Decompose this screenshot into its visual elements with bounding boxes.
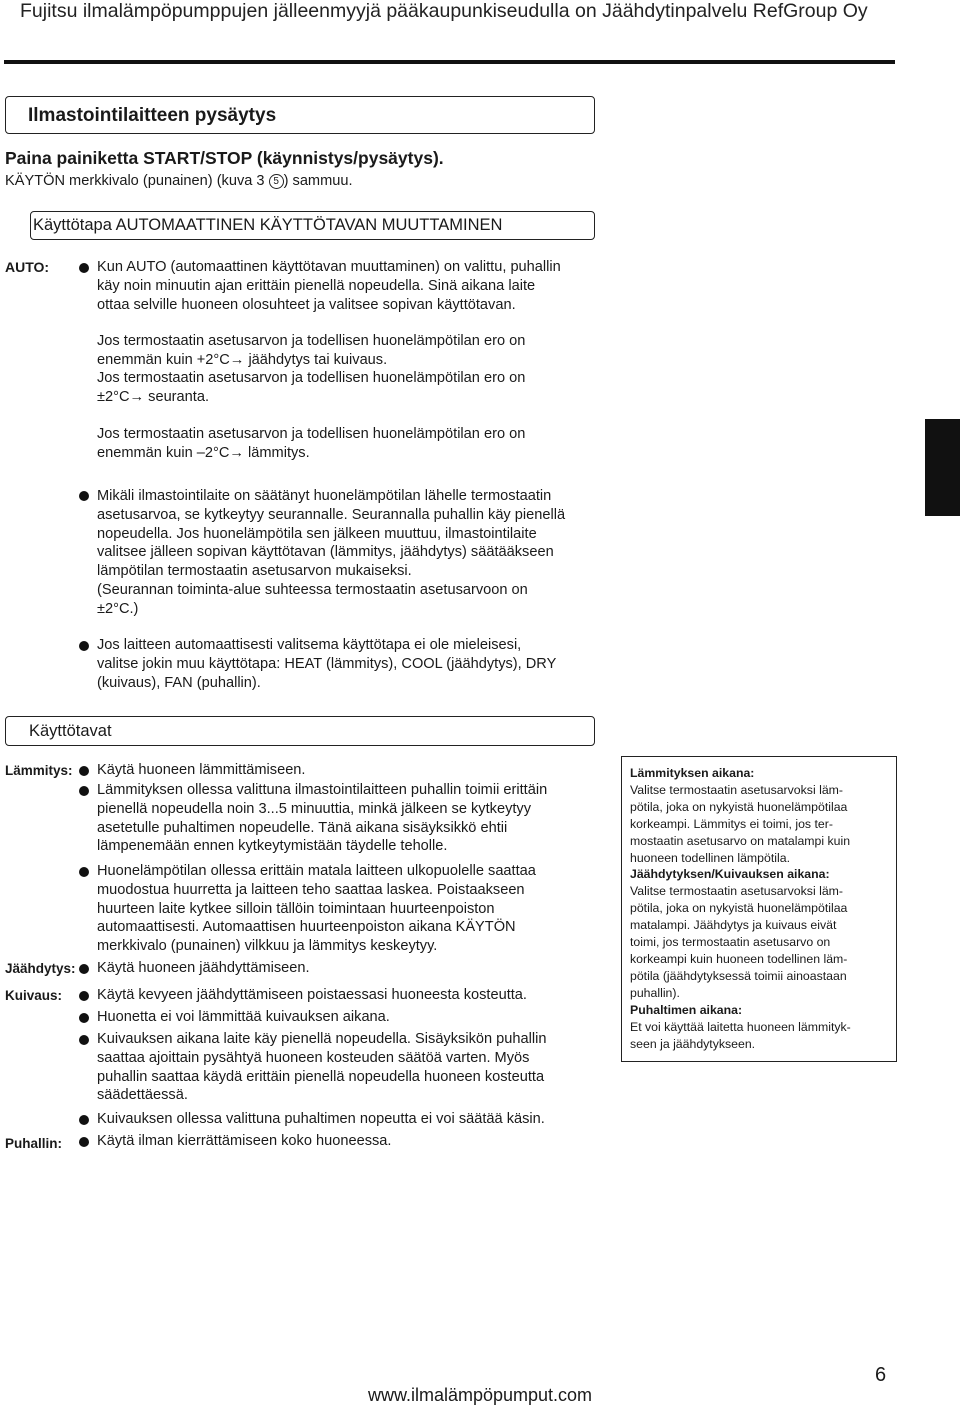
- stop-note: [5, 172, 353, 191]
- side-note-heading-cooling: Jäähdytyksen/Kuivauksen aikana:: [630, 867, 830, 882]
- modes-section-box: [5, 716, 595, 746]
- line: korkeampi kuin huoneen todellinen läm-: [630, 951, 848, 966]
- stop-instruction: Paina painiketta START/STOP (käynnistys/pysäytys).: [5, 148, 444, 168]
- bullet-icon: [79, 786, 89, 796]
- line: säädettäessä.: [97, 1087, 188, 1104]
- stop-section-box: [5, 96, 595, 134]
- line: pötila, joka on nykyistä huonelämpötilaa: [630, 901, 848, 916]
- line: Kun AUTO (automaattinen käyttötavan muuttaminen) on valittu, puhallin: [97, 259, 561, 275]
- bullet-icon: [79, 263, 89, 273]
- line: puhallin saattaa käydä erittäin pienellä nopeudella huoneen kosteutta: [97, 1068, 545, 1085]
- line: pötila, joka on nykyistä huonelämpötilaa: [630, 799, 848, 814]
- heating-bullet-3: [97, 862, 595, 956]
- stop-section-title: Ilmastointilaitteen pysäytys: [28, 105, 277, 126]
- line: Valitse termostaatin asetusarvoksi läm-: [630, 782, 843, 797]
- dry-bullet-1: Käytä kevyeen jäähdyttämiseen poistaessasi huoneesta kosteutta.: [97, 987, 527, 1003]
- stop-note-text-2: ) sammuu.: [283, 173, 353, 189]
- line: toimi, jos termostaatin asetusarvo on: [630, 935, 831, 950]
- auto-label: AUTO:: [5, 259, 50, 275]
- line: valitsee jälleen sopivan käyttötavan (lämmitys, jäähdytys) säätääkseen: [97, 544, 554, 561]
- bullet-icon: [79, 1013, 89, 1023]
- line: Jos laitteen automaattisesti valitsema käyttötapa ei ole mieleisesi,: [97, 637, 522, 653]
- line: valitse jokin muu käyttötapa: HEAT (lämmitys), COOL (jäähdytys), DRY: [97, 655, 557, 672]
- dry-bullet-2: Huonetta ei voi lämmittää kuivauksen aikana.: [97, 1009, 390, 1025]
- side-note-box: [621, 756, 897, 1062]
- modes-section-title: Käyttötavat: [29, 722, 112, 740]
- line: saattaa ajoittain pysähtyä huoneen kosteuden säätöä varten. Myös: [97, 1049, 530, 1066]
- bullet-icon: [79, 1035, 89, 1045]
- line: Et voi käyttää laitetta huoneen lämmityk-: [630, 1019, 851, 1034]
- line: Valitse termostaatin asetusarvoksi läm-: [630, 884, 843, 899]
- auto-bullet-2: [97, 487, 595, 619]
- figure-callout-circle: 5: [269, 174, 284, 189]
- stop-note-text-1: KÄYTÖN merkkivalo (punainen) (kuva 3: [5, 173, 269, 189]
- line: käy noin minuutin ajan erittäin pienellä nopeudella. Sinä aikana laite: [97, 277, 536, 294]
- section-tab-marker: [925, 419, 960, 516]
- line: ±2°C→ seuranta.: [97, 388, 209, 405]
- auto-para-1: [97, 332, 595, 370]
- line: Lämmityksen ollessa valittuna ilmastointilaitteen puhallin toimii erittäin: [97, 782, 548, 798]
- line: puhallin).: [630, 985, 680, 1000]
- auto-para-2: [97, 369, 595, 407]
- footer-url: www.ilmalämpöpumput.com: [367, 1385, 593, 1405]
- cooling-label: Jäähdytys:: [5, 961, 76, 976]
- line: ottaa selville huoneen olosuhteet ja valitsee sopivan käyttötavan.: [97, 296, 516, 313]
- line: lämpötilan termostaatin asetusarvon mukaiseksi.: [97, 563, 412, 580]
- line: asetetulle puhaltimen nopeudelle. Tänä aikana sisäyksikkö ehtii: [97, 819, 508, 836]
- auto-bullet-3: [97, 636, 595, 692]
- dry-bullet-4: Kuivauksen ollessa valittuna puhaltimen nopeutta ei voi säätää käsin.: [97, 1111, 545, 1127]
- bullet-icon: [79, 1137, 89, 1147]
- line: ±2°C.): [97, 600, 139, 617]
- line: nopeudella. Jos huonelämpötila sen jälkeen muuttuu, ilmastointilaite: [97, 525, 537, 542]
- line: Huonelämpötilan ollessa erittäin matala laitteen ulkopuolelle saattaa: [97, 863, 536, 879]
- header-rule: [4, 60, 895, 64]
- auto-section-title: Käyttötapa AUTOMAATTINEN KÄYTTÖTAVAN MUUTTAMINEN: [33, 216, 503, 234]
- line: Jos termostaatin asetusarvon ja todellisen huonelämpötilan ero on: [97, 333, 526, 349]
- bullet-icon: [79, 991, 89, 1001]
- side-note-heading-fan: Puhaltimen aikana:: [630, 1002, 743, 1017]
- auto-bullet-1: [97, 258, 595, 314]
- line: seen ja jäähdytykseen.: [630, 1036, 756, 1051]
- line: huurteen laite kytkee silloin tällöin toimintaan huurteenpoiston: [97, 900, 495, 917]
- line: Jos termostaatin asetusarvon ja todellisen huonelämpötilan ero on: [97, 426, 526, 442]
- bullet-icon: [79, 641, 89, 651]
- auto-section-box: [30, 211, 595, 240]
- fan-label: Puhallin:: [5, 1136, 62, 1151]
- fan-bullet-1: Käytä ilman kierrättämiseen koko huoneessa.: [97, 1133, 392, 1149]
- dry-label: Kuivaus:: [5, 988, 63, 1003]
- side-note-text-cooling: [630, 883, 888, 1001]
- line: muodostua huurretta ja laitteen teho saattaa laskea. Poistaakseen: [97, 881, 525, 898]
- side-note-text-fan: [630, 1019, 888, 1053]
- line: matalampi. Jäähdytys ja kuivaus eivät: [630, 918, 837, 933]
- line: huoneen todellinen lämpötila.: [630, 850, 790, 865]
- heating-bullet-2: [97, 781, 595, 856]
- line: merkkivalo (punainen) vilkkuu ja lämmitys keskeytyy.: [97, 938, 438, 955]
- line: (Seurannan toiminta-alue suhteessa termostaatin asetusarvoon on: [97, 581, 528, 598]
- bullet-icon: [79, 867, 89, 877]
- line: lämpenemään ennen kytkeytymistään täydelle teholle.: [97, 838, 448, 855]
- line: pötila (jäähdytyksessä toimii ainoastaan: [630, 968, 847, 983]
- dry-bullet-3: [97, 1030, 595, 1105]
- line: enemmän kuin +2°C→ jäähdytys tai kuivaus.: [97, 351, 388, 368]
- side-note-heading-heating: Lämmityksen aikana:: [630, 766, 755, 780]
- line: automaattisesti. Automaattisen huurteenpoiston aikana KÄYTÖN: [97, 919, 516, 936]
- line: Kuivauksen aikana laite käy pienellä nopeudella. Sisäyksikön puhallin: [97, 1031, 547, 1047]
- line: asetusarvoa, se kytkeytyy seurannalle. Seurannalla puhallin käy pienellä: [97, 506, 566, 523]
- line: mostaatin asetusarvo on matalampi kuin: [630, 833, 851, 848]
- line: Jos termostaatin asetusarvon ja todellisen huonelämpötilan ero on: [97, 370, 526, 386]
- line: pienellä nopeudella noin 3...5 minuuttia, minkä jälkeen se kytkeytyy: [97, 800, 532, 817]
- bullet-icon: [79, 766, 89, 776]
- heating-label: Lämmitys:: [5, 763, 73, 778]
- auto-para-3: [97, 425, 595, 463]
- line: (kuivaus), FAN (puhallin).: [97, 674, 261, 691]
- side-note-text-heating: [630, 782, 888, 867]
- bullet-icon: [79, 1115, 89, 1125]
- heating-bullet-1: Käytä huoneen lämmittämiseen.: [97, 762, 306, 778]
- bullet-icon: [79, 491, 89, 501]
- page-number: 6: [875, 1364, 887, 1386]
- line: korkeampi. Lämmitys ei toimi, jos ter-: [630, 816, 833, 831]
- page-header-title: Fujitsu ilmalämpöpumppujen jälleenmyyjä pääkaupunkiseudulla on Jäähdytinpalvelu RefGroup Oy: [20, 0, 868, 22]
- bullet-icon: [79, 964, 89, 974]
- line: Mikäli ilmastointilaite on säätänyt huonelämpötilan lähelle termostaatin: [97, 488, 552, 504]
- cooling-bullet-1: Käytä huoneen jäähdyttämiseen.: [97, 960, 310, 976]
- line: enemmän kuin –2°C→ lämmitys.: [97, 444, 310, 461]
